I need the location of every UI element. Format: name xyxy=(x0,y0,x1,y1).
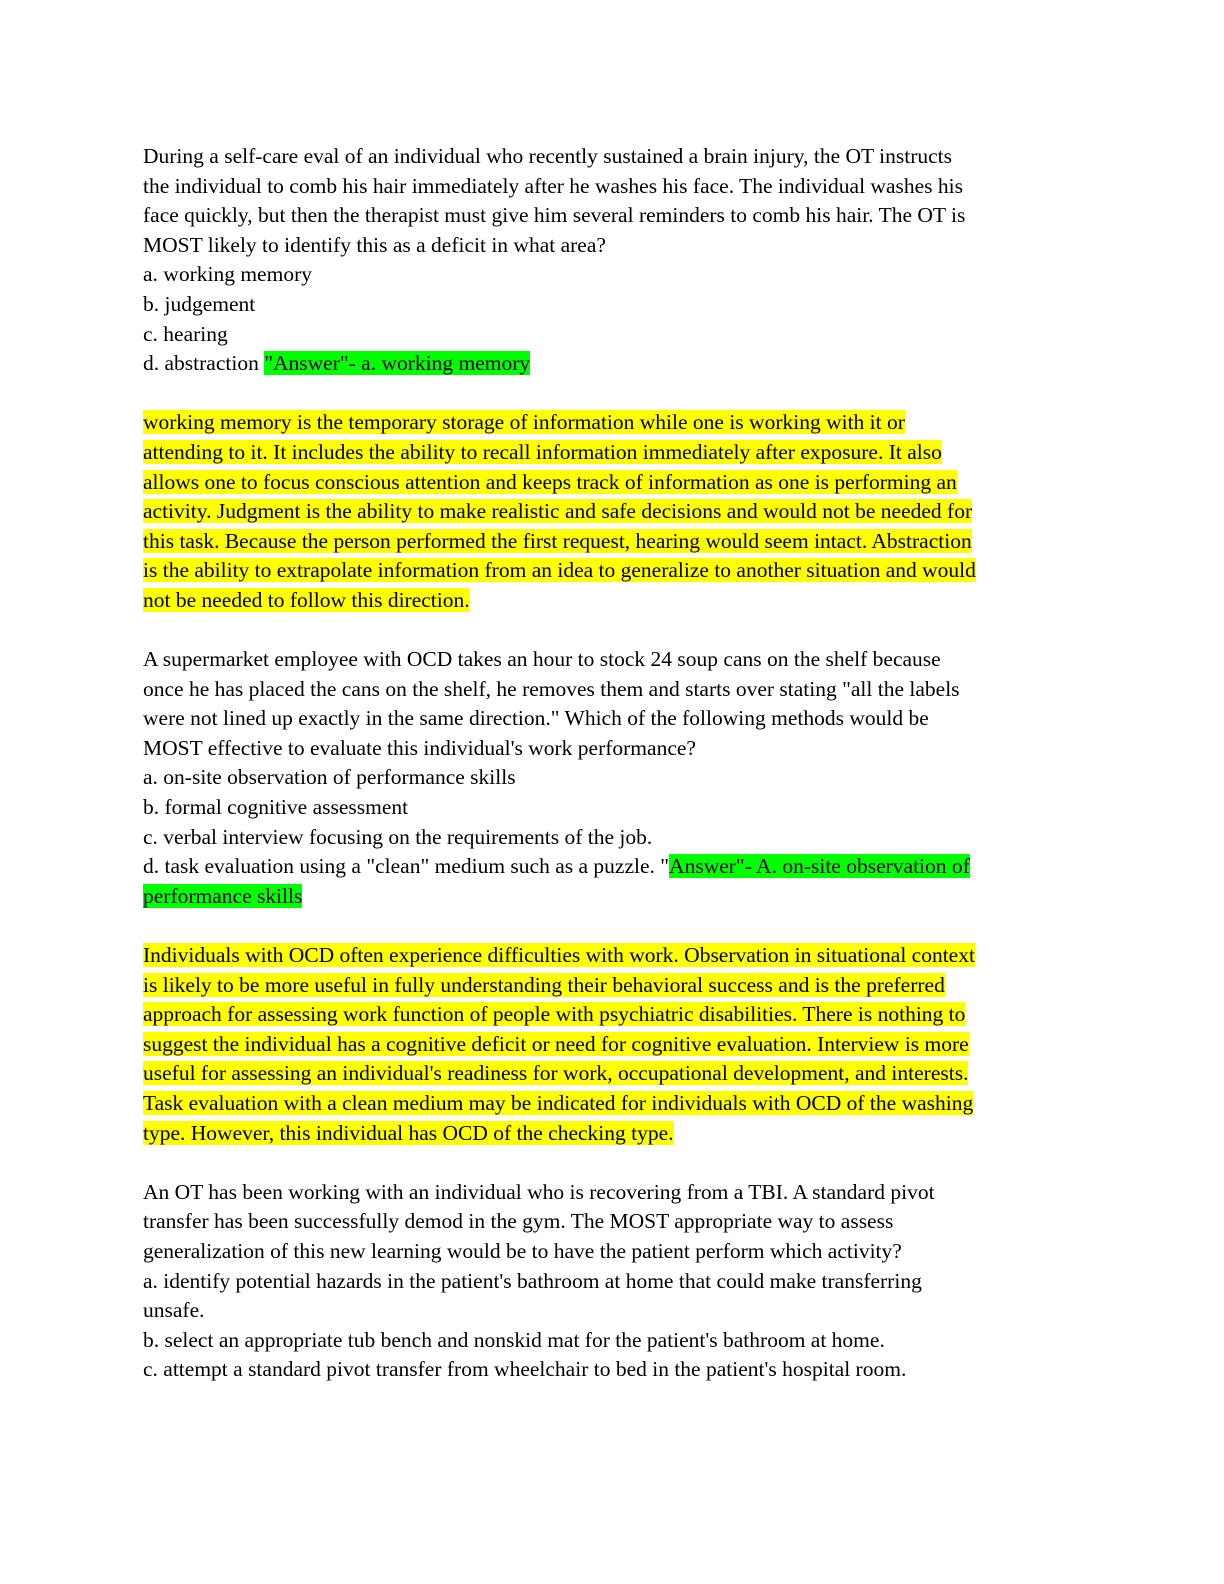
question-2-option-c: c. verbal interview focusing on the requirements of the job. xyxy=(143,824,653,849)
explanation-line: activity. Judgment is the ability to make realistic and safe decisions and would not be needed for xyxy=(143,499,973,524)
question-2-stem-line: A supermarket employee with OCD takes an hour to stock 24 soup cans on the shelf because xyxy=(143,647,941,672)
explanation-line: this task. Because the person performed the first request, hearing would seem intact. Abstraction xyxy=(143,528,972,553)
document-body xyxy=(143,142,1073,1385)
question-1-option-c: c. hearing xyxy=(143,321,228,346)
question-2-option-d: d. task evaluation using a "clean" medium such as a puzzle. " xyxy=(143,854,670,879)
question-1-stem-line: face quickly, but then the therapist must give him several reminders to comb his hair. The OT is xyxy=(143,203,966,228)
paragraph-gap xyxy=(143,616,1073,646)
paragraph-gap xyxy=(143,379,1073,409)
explanation-line: Task evaluation with a clean medium may be indicated for individuals with OCD of the washing xyxy=(143,1091,974,1115)
question-2-stem-line: were not lined up exactly in the same direction." Which of the following methods would be xyxy=(143,706,929,731)
question-2-answer: Answer"- A. on-site observation of xyxy=(669,854,970,879)
question-2-explanation xyxy=(143,941,1073,1148)
question-1-option-d-line xyxy=(143,349,1073,379)
question-1-stem-line: the individual to comb his hair immediately after he washes his face. The individual washes his xyxy=(143,173,963,198)
question-3 xyxy=(143,1178,1073,1385)
question-3-stem-line: An OT has been working with an individual who is recovering from a TBI. A standard pivot xyxy=(143,1179,935,1204)
explanation-line: attending to it. It includes the ability to recall information immediately after exposure. It also xyxy=(143,439,942,464)
explanation-line: not be needed to follow this direction. xyxy=(143,587,470,612)
question-1 xyxy=(143,142,1073,616)
question-2 xyxy=(143,645,1073,1148)
question-3-stem-line: transfer has been successfully demod in the gym. The MOST appropriate way to assess xyxy=(143,1209,894,1234)
paragraph-gap xyxy=(143,1148,1073,1178)
question-3-option-b: b. select an appropriate tub bench and nonskid mat for the patient's bathroom at home. xyxy=(143,1327,885,1352)
question-3-option-a-continued: unsafe. xyxy=(143,1298,205,1323)
question-1-stem-line: During a self-care eval of an individual who recently sustained a brain injury, the OT instructs xyxy=(143,144,952,168)
question-2-stem-line: MOST effective to evaluate this individual's work performance? xyxy=(143,735,696,760)
question-3-option-c: c. attempt a standard pivot transfer from wheelchair to bed in the patient's hospital room. xyxy=(143,1357,907,1382)
question-2-option-d-line xyxy=(143,852,1073,882)
question-1-stem-line: MOST likely to identify this as a deficit in what area? xyxy=(143,232,606,257)
explanation-line: is likely to be more useful in fully understanding their behavioral success and is the preferred xyxy=(143,972,945,997)
explanation-line: useful for assessing an individual's readiness for work, occupational development, and interests. xyxy=(143,1061,969,1086)
question-2-option-b: b. formal cognitive assessment xyxy=(143,795,409,820)
question-1-option-b: b. judgement xyxy=(143,291,256,316)
explanation-line: Individuals with OCD often experience difficulties with work. Observation in situational context xyxy=(143,943,975,968)
question-1-answer: "Answer"- a. working memory xyxy=(264,351,531,376)
question-3-stem-line: generalization of this new learning would be to have the patient perform which activity? xyxy=(143,1238,902,1263)
explanation-line: suggest the individual has a cognitive deficit or need for cognitive evaluation. Interview is more xyxy=(143,1031,969,1056)
question-2-stem-line: once he has placed the cans on the shelf, he removes them and starts over stating "all the labels xyxy=(143,676,960,701)
question-1-option-a: a. working memory xyxy=(143,262,312,287)
explanation-line: is the ability to extrapolate information from an idea to generalize to another situation and would xyxy=(143,558,976,583)
explanation-line: approach for assessing work function of people with psychiatric disabilities. There is nothing to xyxy=(143,1002,966,1027)
question-3-option-a: a. identify potential hazards in the patient's bathroom at home that could make transferring xyxy=(143,1268,922,1293)
question-2-option-a: a. on-site observation of performance skills xyxy=(143,765,516,790)
question-1-option-d: d. abstraction xyxy=(143,351,265,376)
explanation-line: working memory is the temporary storage of information while one is working with it or xyxy=(143,410,905,435)
paragraph-gap xyxy=(143,911,1073,941)
question-1-explanation xyxy=(143,408,1073,615)
explanation-line: allows one to focus conscious attention and keeps track of information as one is performing an xyxy=(143,469,957,494)
explanation-line: type. However, this individual has OCD of the checking type. xyxy=(143,1120,674,1145)
question-2-answer-continued: performance skills xyxy=(143,883,303,908)
